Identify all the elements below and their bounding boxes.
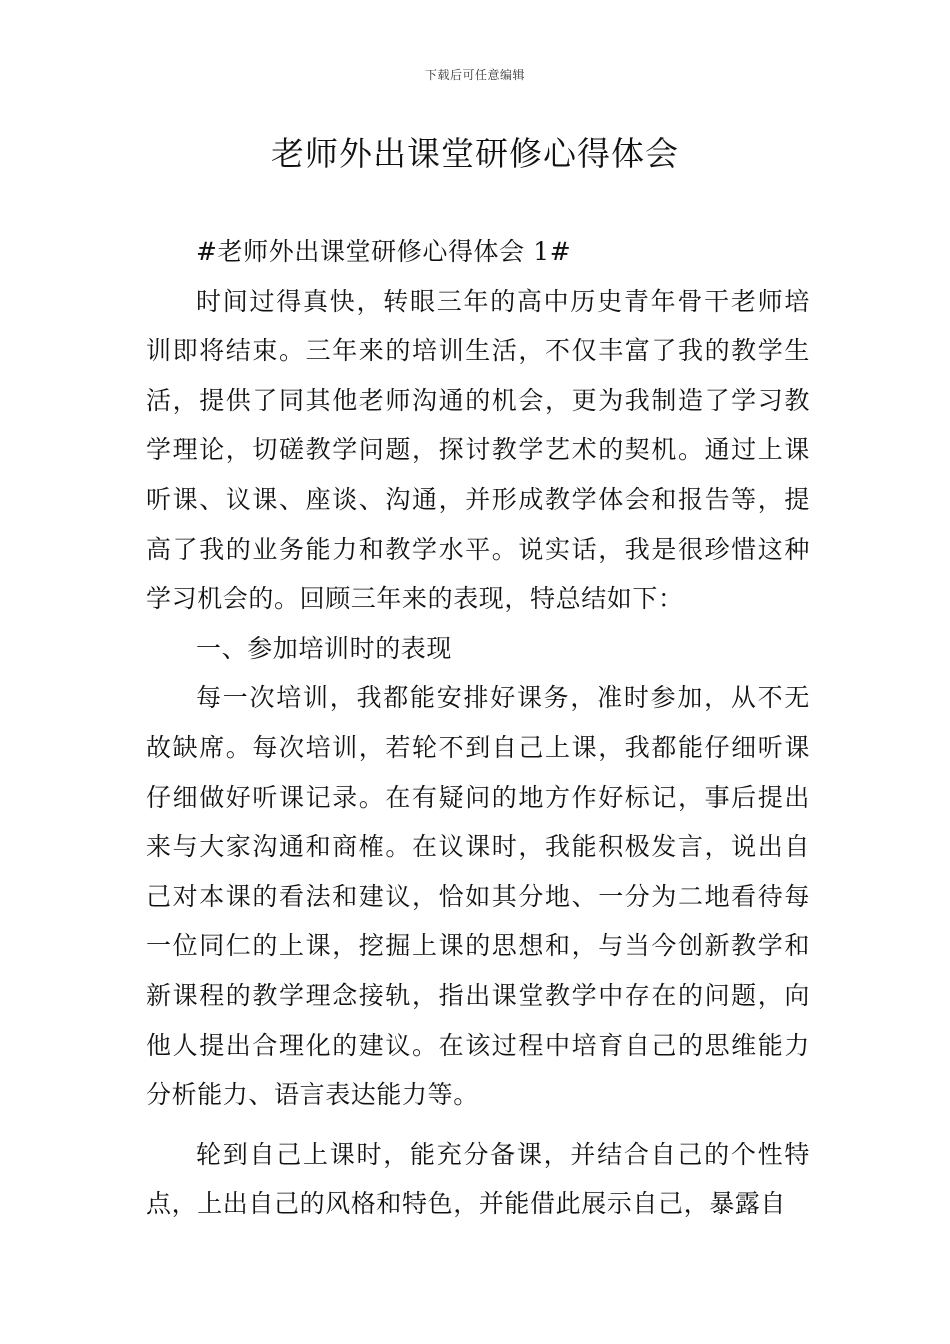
paragraph-2: 每一次培训，我都能安排好课务，准时参加，从不无故缺席。每次培训，若轮不到自己上课，我都能仔细听课仔细做好听课记录。在有疑问的地方作好标记，事后提出来与大家沟通和商榷。在议课时，我能积极发言，说出自己对本课的看法和建议，恰如其分地、一分为二地看待每一位同仁的上课，挖掘上课的思想和，与当今创新教学和新课程的教学理念接轨，指出课堂教学中存在的问题，向他人提出合理化的建议。在该过程中培育自己的思维能力分析能力、语言表达能力等。 <box>146 683 810 1110</box>
header-note: 下载后可任意编辑 <box>424 68 525 82</box>
document-body <box>146 227 810 1229</box>
page-title: 老师外出课堂研修心得体会 <box>271 134 679 173</box>
paragraph-1: 时间过得真快，转眼三年的高中历史青年骨干老师培训即将结束。三年来的培训生活，不仅丰富了我的教学生活，提供了同其他老师沟通的机会，更为我制造了学习教学理论，切磋教学问题，探讨教学艺术的契机。通过上课听课、议课、座谈、沟通，并形成教学体会和报告等，提高了我的业务能力和教学水平。说实话，我是很珍惜这种学习机会的。回顾三年来的表现，特总结如下： <box>146 286 810 614</box>
section-subtitle: #老师外出课堂研修心得体会 1# <box>196 237 572 266</box>
paragraph-3: 轮到自己上课时，能充分备课，并结合自己的个性特点，上出自己的风格和特色，并能借此展示自己，暴露自 <box>146 1139 810 1219</box>
section-heading-1: 一、参加培训时的表现 <box>196 633 453 663</box>
